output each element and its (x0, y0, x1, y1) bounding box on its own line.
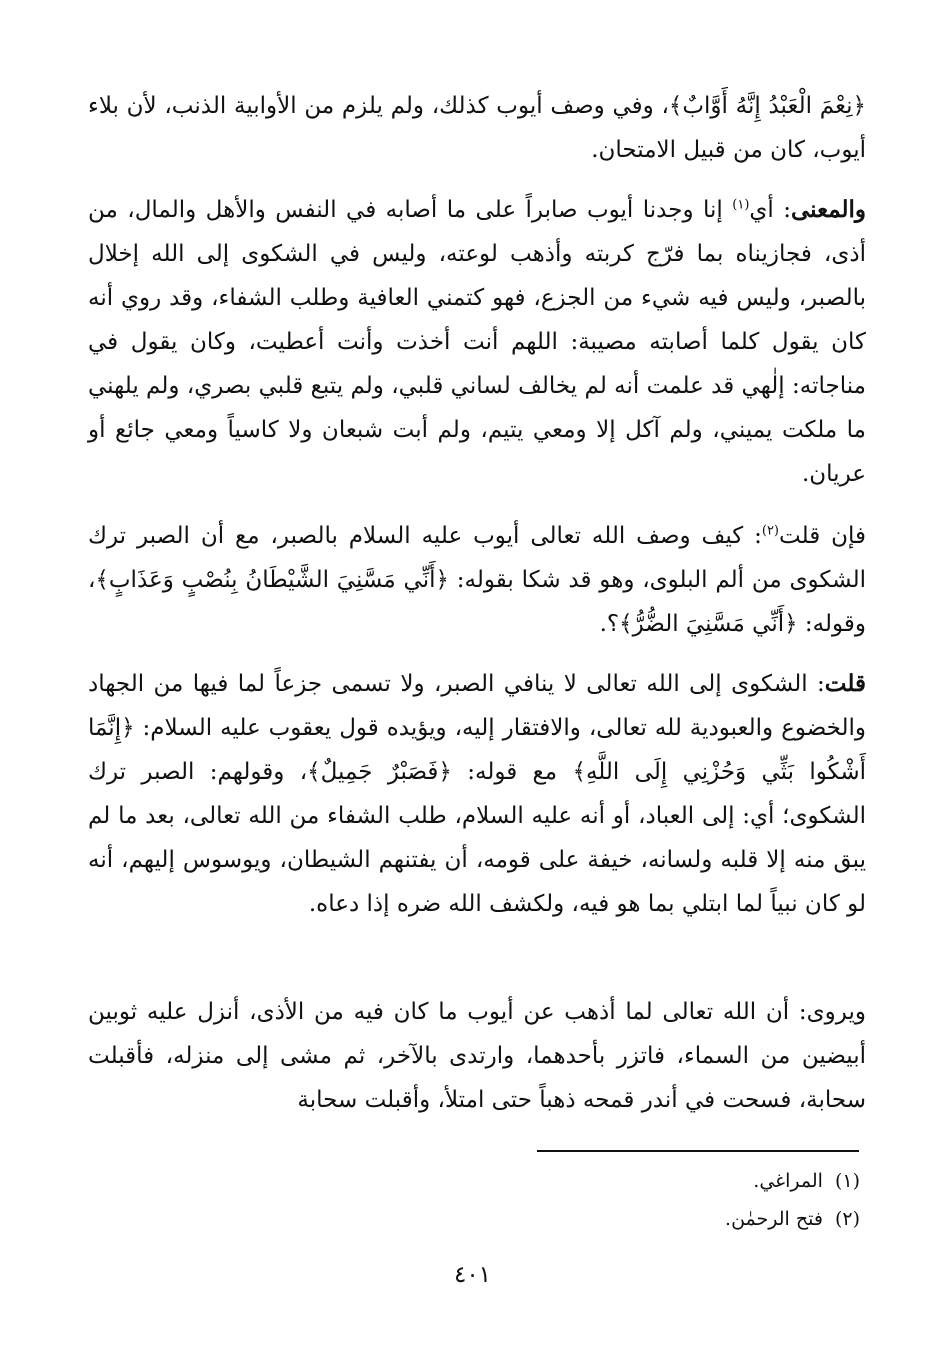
page-number: ٤٠١ (453, 1262, 492, 1288)
paragraph-3-lead: فإن قلت (779, 523, 866, 549)
footnote-ref-2: (٢) (761, 523, 779, 539)
footnote-1 (560, 1162, 860, 1200)
paragraph-5 (88, 990, 866, 1122)
paragraph-5-text: ويروى: أن الله تعالى لما أذهب عن أيوب ما كان فيه من الأذى، أنزل عليه ثوبين أبيضين من السماء، فاتزر بأحدهما، وارتدى بالآخر، ثم مشى إلى منزله، فأقبلت سحابة، فسحت في أندر قمحه ذهباً حتى امتلأ، وأقبلت سحابة (88, 999, 866, 1113)
paragraph-2-sep: : أي (749, 197, 791, 223)
paragraph-4-text: : الشكوى إلى الله تعالى لا ينافي الصبر، ولا تسمى جزعاً لما فيها من الجهاد والخضوع والعبودية لله تعالى، والافتقار إليه، ويؤيده قول يعقوب عليه السلام: ﴿إِنَّمَا أَشْكُوا بَثِّي وَحُزْنِي إِلَى اللَّهِ﴾ مع قوله: ﴿فَصَبْرٌ جَمِيلٌ﴾، وقولهم: الصبر ترك الشكوى؛ أي: إلى العباد، أو أنه عليه السلام، طلب الشفاء من الله تعالى، بعد ما لم يبق منه إلا قلبه ولسانه، خيفة على قومه، أن يفتنهم الشيطان، ويوسوس إليهم، أنه لو كان نبياً لما ابتلي بما هو فيه، ولكشف الله ضره إذا دعاه. (88, 671, 866, 917)
paragraph-1-text: ﴿نِعْمَ الْعَبْدُ إِنَّهُ أَوَّابٌ﴾، وفي وصف أيوب كذلك، ولم يلزم من الأوابية الذنب، لأن بلاء أيوب، كان من قبيل الامتحان. (88, 93, 866, 163)
paragraph-4-lead: قلت (824, 670, 866, 697)
paragraph-3 (88, 514, 866, 646)
paragraph-4 (88, 662, 866, 926)
footnote-2 (560, 1200, 860, 1238)
footnote-ref-1: (١) (732, 197, 750, 213)
footnote-2-number: (٢) (834, 1208, 860, 1230)
paragraph-3-text: : كيف وصف الله تعالى أيوب عليه السلام بالصبر، مع أن الصبر ترك الشكوى من ألم البلوى، وهو قد شكا بقوله: ﴿أَنِّي مَسَّنِيَ الشَّيْطَانُ بِنُصْبٍ وَعَذَابٍ﴾، وقوله: ﴿أَنِّي مَسَّنِيَ الضُّرُّ﴾؟. (88, 523, 866, 637)
paragraph-2 (88, 188, 866, 496)
footnote-divider (537, 1150, 859, 1152)
paragraph-2-lead: والمعنى (790, 196, 866, 223)
paragraph-2-text: إنا وجدنا أيوب صابراً على ما أصابه في النفس والأهل والمال، من أذى، فجازيناه بما فرّج كربته وأذهب لوعته، وليس في الشكوى إلى الله إخلال بالصبر، وليس فيه شيء من الجزع، فهو كتمني العافية وطلب الشفاء، وقد روي أنه كان يقول كلما أصابته مصيبة: اللهم أنت أخذت وأنت أعطيت، وكان يقول في مناجاته: إلٰهي قد علمت أنه لم يخالف لساني قلبي، ولم يتبع قلبي بصري، ولم يلهني ما ملكت يميني، ولم آكل إلا ومعي يتيم، ولم أبت شبعان ولا كاسياً ومعي جائع أو عريان. (88, 197, 866, 487)
footnote-2-text: فتح الرحمٰن. (725, 1208, 823, 1230)
paragraph-1 (88, 84, 866, 172)
footnotes (560, 1162, 860, 1238)
footnote-1-text: المراغي. (753, 1170, 823, 1192)
footnote-1-number: (١) (834, 1170, 860, 1192)
